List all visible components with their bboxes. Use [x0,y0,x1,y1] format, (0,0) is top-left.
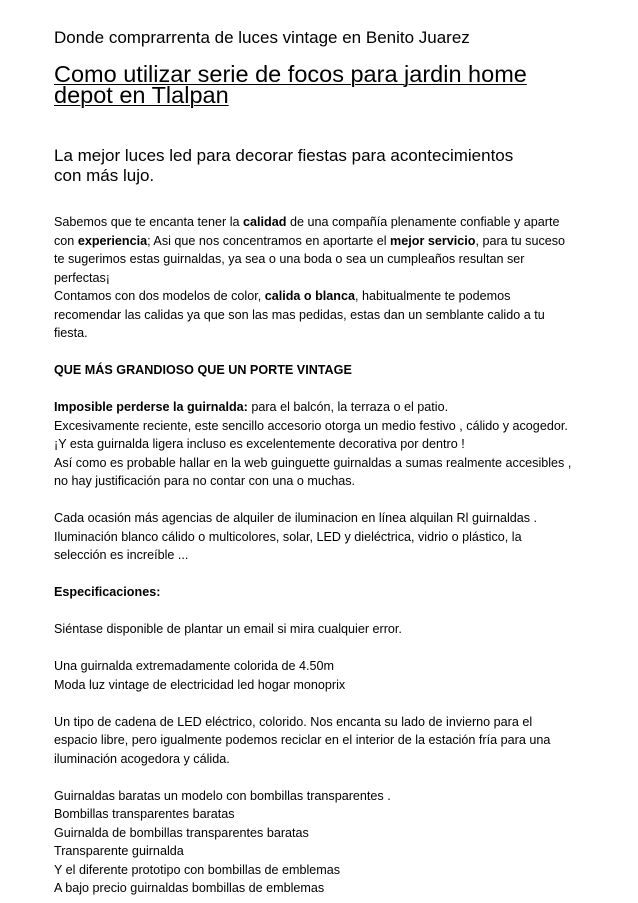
text-line: Contamos con dos modelos de color, calida o blanca, habitualmente te podemos [54,289,511,303]
subtitle-line: con más lujo. [54,166,155,185]
text-line: Excesivamente reciente, este sencillo accesorio otorga un medio festivo , cálido y acogedor. [54,418,568,433]
page-subtitle [54,146,513,186]
text-line: con experiencia; Asi que nos concentramos en aportarte el mejor servicio, para tu suceso [54,233,566,248]
list-item: Transparente guirnalda [54,844,184,858]
list-item: Guirnaldas baratas un modelo con bombillas transparentes . [54,788,391,803]
section-heading: Especificaciones: [54,585,161,599]
article-body [54,213,599,898]
text-line: Sabemos que te encanta tener la calidad de una compañía plenamente confiable y aparte [54,215,560,229]
site-header: Donde comprarrenta de luces vintage en Benito Juarez [54,28,470,47]
title-line[interactable]: depot en Tlalpan [54,82,229,108]
text-line: Un tipo de cadena de LED eléctrico, colorido. Nos encanta su lado de invierno para el [54,714,533,729]
intro-paragraph [54,213,599,343]
text-line: Así como es probable hallar en la web guinguette guirnaldas a sumas realmente accesibles , [54,455,572,470]
product-list [54,787,599,898]
list-item: Bombillas transparentes baratas [54,807,235,821]
list-item: Y el diferente prototipo con bombillas de emblemas [54,862,341,877]
text-line: recomendar las calidas ya que son las mas pedidas, estas dan un semblante calido a tu [54,307,545,322]
text-line: fiesta. [54,326,88,340]
subtitle-line: La mejor luces led para decorar fiestas para acontecimientos [54,146,514,165]
text-line: te sugerimos estas guirnaldas, ya sea o una boda o sea un cumpleaños resultan ser [54,252,525,266]
section-paragraph [54,509,599,565]
section-paragraph [54,657,599,694]
text-line: perfectas¡ [54,270,110,285]
text-line: Imposible perderse la guirnalda: para el balcón, la terraza o el patio. [54,400,449,414]
text-line: Moda luz vintage de electricidad led hogar monoprix [54,677,346,692]
text-line: Iluminación blanco cálido o multicolores, solar, LED y dieléctrica, vidrio o plástico, la [54,529,522,544]
section-paragraph [54,713,599,769]
text-line: espacio libre, pero igualmente podemos reciclar en el interior de la estación fría para una [54,733,551,747]
list-item: A bajo precio guirnaldas bombillas de emblemas [54,881,325,895]
text-line: Siéntase disponible de plantar un email si mira cualquier error. [54,622,402,636]
list-item: Guirnalda de bombillas transparentes baratas [54,825,309,840]
text-line: ¡Y esta guirnalda ligera incluso es excelentemente decorativa por dentro ! [54,437,465,451]
text-line: selección es increíble ... [54,548,189,562]
page-title[interactable] [54,61,527,108]
title-line[interactable]: Como utilizar serie de focos para jardin home [54,61,527,87]
section-heading: QUE MÁS GRANDIOSO QUE UN PORTE VINTAGE [54,363,352,377]
section-paragraph [54,398,599,491]
text-line: no hay justificación para no contar con una o muchas. [54,474,356,488]
text-line: iluminación acogedora y cálida. [54,751,230,766]
text-line: Cada ocasión más agencias de alquiler de iluminacion en línea alquilan Rl guirnaldas . [54,511,538,525]
text-line: Una guirnalda extremadamente colorida de 4.50m [54,659,335,673]
